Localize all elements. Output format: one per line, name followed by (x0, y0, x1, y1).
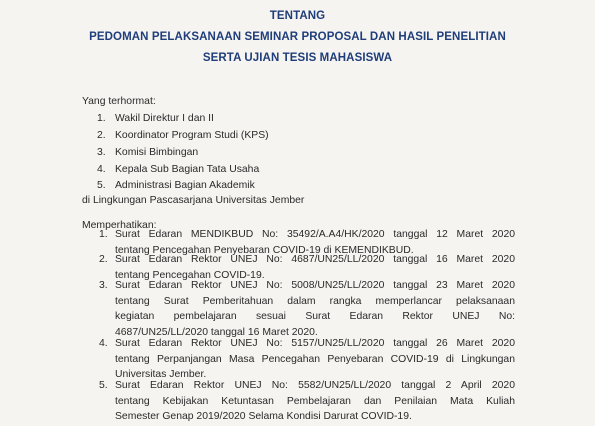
list-item-line: Universitas Jember. (115, 369, 207, 380)
considering-heading: Memperhatikan: (82, 220, 157, 231)
recipient-item: Kepala Sub Bagian Tata Usaha (115, 164, 260, 175)
list-item-line: Surat Edaran Rektor UNEJ No: 5008/UN25/LL/2020 tanggal 23 Maret 2020 (115, 280, 515, 291)
recipient-item: Wakil Direktur I dan II (115, 113, 214, 124)
document-title (0, 6, 595, 69)
list-item-line: kegiatan pembelajaran sesuai Surat Edaran Rektor UNEJ No: (115, 311, 515, 322)
title-line-2: PEDOMAN PELAKSANAAN SEMINAR PROPOSAL DAN HASIL PENELITIAN (89, 31, 506, 43)
recipient-number: 3. (97, 147, 106, 158)
greeting: Yang terhormat: (82, 96, 156, 107)
list-item-number: 3. (99, 280, 108, 291)
list-item-number: 2. (99, 254, 108, 265)
list-item-line: 4687/UN25/LL/2020 tanggal 16 Maret 2020. (115, 326, 318, 338)
list-item-line: tentang Kebijakan Ketuntasan Pembelajaran dan Penilaian Mata Kuliah (115, 395, 515, 407)
list-item-line: Semester Genap 2019/2020 Selama Kondisi Darurat COVID-19. (115, 411, 412, 422)
title-line-1: TENTANG (269, 10, 326, 22)
recipient-number: 2. (97, 130, 106, 141)
list-item-line: Surat Edaran Rektor UNEJ No: 4687/UN25/LL/2020 tanggal 16 Maret 2020 (115, 254, 515, 265)
list-item-number: 4. (99, 338, 108, 349)
list-item-number: 5. (99, 380, 108, 391)
recipient-item: Komisi Bimbingan (115, 147, 199, 158)
list-item-line: tentang Pencegahan COVID-19. (115, 269, 265, 281)
recipient-item: Koordinator Program Studi (KPS) (115, 130, 269, 141)
recipient-number: 4. (97, 164, 106, 175)
list-item-line: tentang Pencegahan Penyebaran COVID-19 di KEMENDIKBUD. (115, 244, 414, 256)
list-item-line: tentang Perpanjangan Masa Pencegahan Penyebaran COVID-19 di Lingkungan (115, 353, 515, 365)
recipient-number: 1. (97, 113, 106, 124)
list-item-line: tentang Surat Pemberitahuan dalam rangka memperlancar pelaksanaan (115, 295, 515, 307)
list-item-line: Surat Edaran Rektor UNEJ No: 5157/UN25/LL/2020 tanggal 26 Maret 2020 (115, 338, 515, 349)
recipient-number: 5. (97, 180, 106, 191)
list-item-number: 1. (99, 229, 108, 240)
list-item (115, 278, 515, 340)
list-item (115, 336, 515, 383)
list-item-line: Surat Edaran Rektor UNEJ No: 5582/UN25/LL/2020 tanggal 2 April 2020 (115, 380, 515, 391)
list-item-line: Surat Edaran MENDIKBUD No: 35492/A.A4/HK/2020 tanggal 12 Maret 2020 (115, 229, 515, 240)
title-line-3: SERTA UJIAN TESIS MAHASISWA (202, 52, 393, 64)
location-line: di Lingkungan Pascasarjana Universitas Jember (82, 195, 305, 206)
recipient-item: Administrasi Bagian Akademik (115, 180, 255, 191)
list-item (115, 378, 515, 425)
